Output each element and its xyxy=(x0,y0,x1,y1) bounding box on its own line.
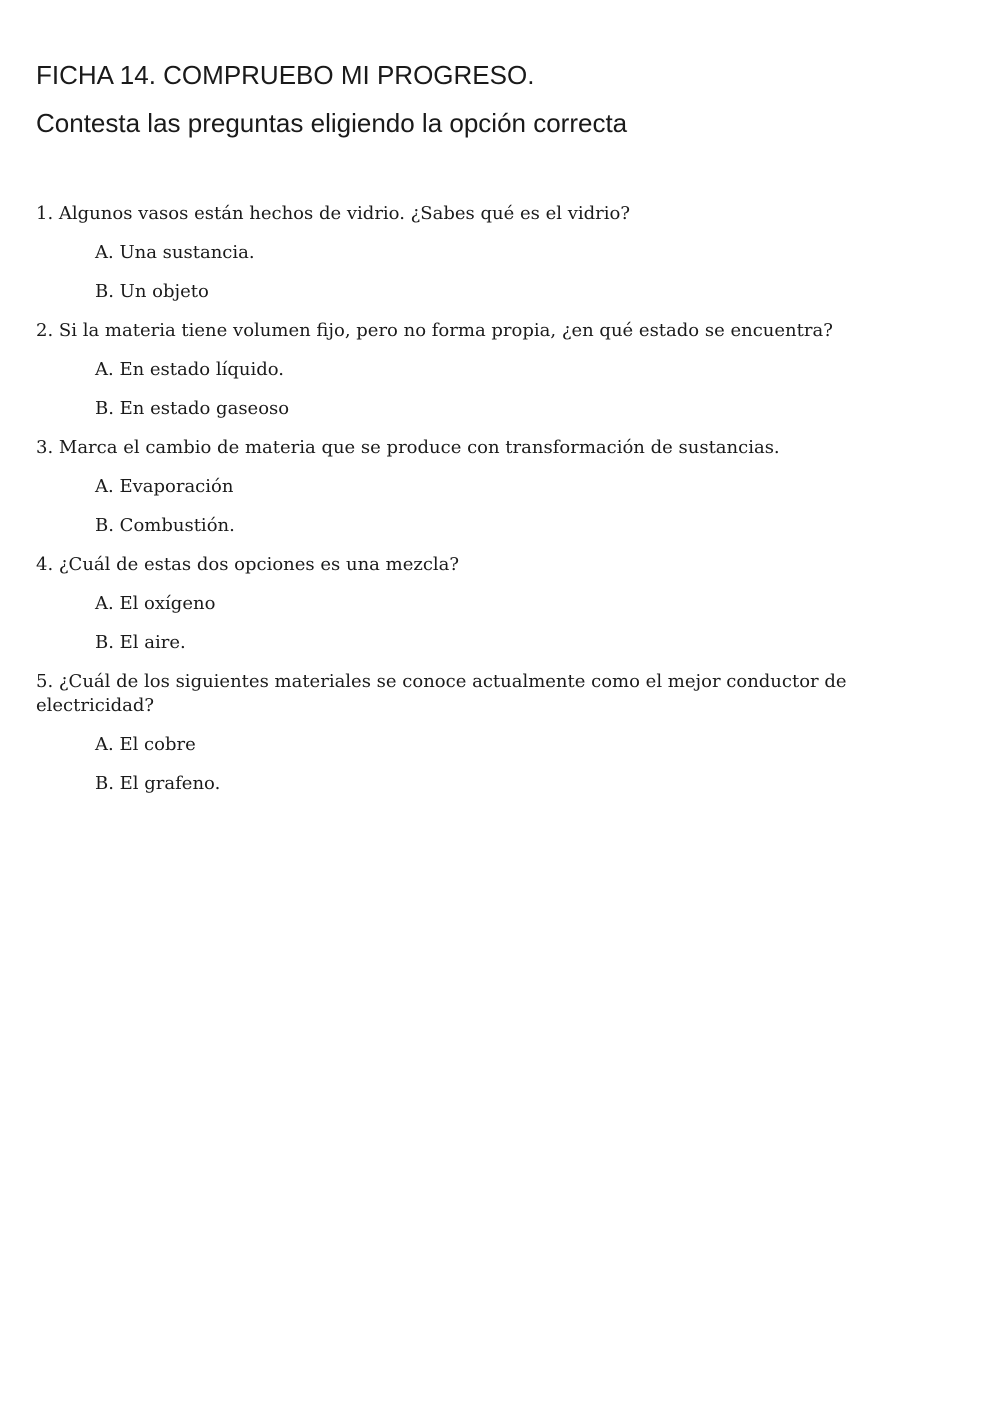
option-a[interactable]: A. El cobre xyxy=(95,734,196,755)
question-text: 3. Marca el cambio de materia que se produce con transformación de sustancias. xyxy=(36,437,780,458)
question-text: 2. Si la materia tiene volumen fijo, pero no forma propia, ¿en qué estado se encuentra? xyxy=(36,320,833,341)
question-3 xyxy=(36,436,936,538)
question-5 xyxy=(36,670,936,796)
page-title: FICHA 14. COMPRUEBO MI PROGRESO. xyxy=(36,60,535,90)
question-text: 1. Algunos vasos están hechos de vidrio. ¿Sabes qué es el vidrio? xyxy=(36,203,631,224)
question-text: 5. ¿Cuál de los siguientes materiales se conoce actualmente como el mejor conductor de electricidad? xyxy=(36,671,847,716)
option-a[interactable]: A. Una sustancia. xyxy=(95,242,255,263)
option-b[interactable]: B. El aire. xyxy=(95,632,186,653)
option-b[interactable]: B. Combustión. xyxy=(95,515,235,536)
question-list xyxy=(36,202,936,811)
question-1 xyxy=(36,202,936,304)
option-a[interactable]: A. El oxígeno xyxy=(95,593,216,614)
question-text: 4. ¿Cuál de estas dos opciones es una mezcla? xyxy=(36,554,460,575)
option-b[interactable]: B. Un objeto xyxy=(95,281,209,302)
option-a[interactable]: A. Evaporación xyxy=(95,476,234,497)
question-4 xyxy=(36,553,936,655)
question-2 xyxy=(36,319,936,421)
instruction-text: Contesta las preguntas eligiendo la opción correcta xyxy=(36,108,628,138)
option-b[interactable]: B. En estado gaseoso xyxy=(95,398,290,419)
option-b[interactable]: B. El grafeno. xyxy=(95,773,221,794)
option-a[interactable]: A. En estado líquido. xyxy=(95,359,284,380)
